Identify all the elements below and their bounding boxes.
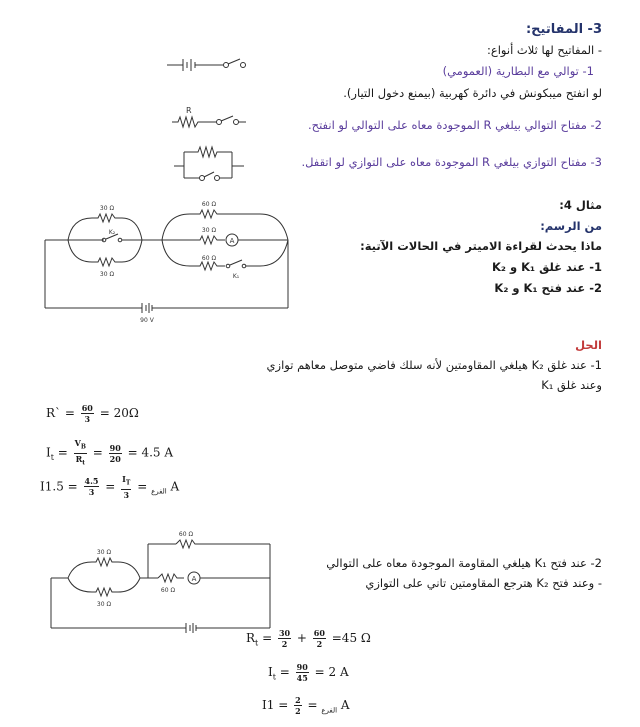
circuit1-k2-label: K₂ xyxy=(108,229,116,236)
example-from-figure: من الرسم: xyxy=(540,219,602,233)
parallel-switch-symbol xyxy=(172,142,252,186)
battery-switch-symbol xyxy=(165,55,255,75)
series-switch-symbol xyxy=(170,104,260,132)
circuit1-r-top-right: 60 Ω xyxy=(201,201,217,208)
solution-title: الحل xyxy=(575,338,602,352)
key-type-1: 1- توالي مع البطارية (العمومي) xyxy=(442,64,594,78)
equation-branch-current: I $_{الفرع}$ = $\frac{I_T}{3}$ = $\frac{4.5}{3}$ = 1.5 A xyxy=(40,474,180,500)
example-case-2: 2- عند فتح K₁ و K₂ xyxy=(494,281,602,295)
circuit1-r-bottom-left: 30 Ω xyxy=(99,271,115,278)
switch-r-label: R xyxy=(186,106,192,115)
solution-line-2: 2- عند فتح K₁ هيلغي المقاومة الموجودة معاه على التوالي xyxy=(326,556,602,570)
solution-line-1: 1- عند غلق K₂ هيلغي المقاومتين لأنه سلك فاضي متوصل معاهم توازي xyxy=(266,358,602,372)
equation-r-prime: R` = $\frac{60}{3}$ = 20Ω xyxy=(46,403,139,424)
solution-line-1b: وعند غلق K₁ xyxy=(541,378,602,392)
equation-total-current: $I_t$ = $\frac{V_B}{R_t}$ = $\frac{90}{20}$ = 4.5 A xyxy=(46,438,174,467)
example-case-1: 1- عند غلق K₁ و K₂ xyxy=(492,260,602,274)
section-title: 3- المفاتيح: xyxy=(525,22,602,37)
circuit1-r-mid-right: 30 Ω xyxy=(201,227,217,234)
circuit-diagram-2 xyxy=(46,528,286,638)
solution-line-2b: - وعند فتح K₂ هترجع المقاومتين تاني على التوازي xyxy=(365,576,602,590)
equation-it: $I_t$ = $\frac{90}{45}$ = 2 A xyxy=(268,662,349,683)
key-type-3: 3- مفتاح التوازي بيلغي R الموجودة معاه على التوازي لو اتقفل. xyxy=(301,155,602,169)
example-question: ماذا يحدث لقراءة الاميتر في الحالات الآتية: xyxy=(360,239,602,253)
circuit1-ammeter-label: A xyxy=(229,237,235,245)
keys-intro: - المفاتيح لها ثلاث أنواع: xyxy=(487,43,602,57)
circuit1-battery-label: 90 V xyxy=(140,317,154,324)
key-type-2: 2- مفتاح التوالي بيلغي R الموجودة معاه على التوالي لو انفتح. xyxy=(308,118,602,132)
circuit-diagram-1 xyxy=(20,196,305,326)
circuit1-r-top-left: 30 Ω xyxy=(99,205,115,212)
equation-rt: $R_t$ = $\frac{30}{2}$ + $\frac{60}{2}$ =45 Ω xyxy=(246,628,371,649)
key-type-1-desc: لو انفتح ميبكونش في دائرة كهربية (بيمنع دخول التيار). xyxy=(343,86,602,100)
equation-branch-current-2: I $_{الفرع}$ = $\frac{2}{2}$ = 1 A xyxy=(262,695,350,716)
circuit2-r-left-bottom: 30 Ω xyxy=(96,601,112,608)
example-title: مثال 4: xyxy=(559,198,602,212)
circuit2-r-left-top: 30 Ω xyxy=(96,549,112,556)
circuit2-ammeter-label: A xyxy=(191,575,197,583)
circuit1-k1-label: K₁ xyxy=(232,273,240,280)
circuit2-r-mid: 60 Ω xyxy=(160,587,176,594)
circuit2-r-top: 60 Ω xyxy=(178,531,194,538)
circuit1-r-low-right: 60 Ω xyxy=(201,255,217,262)
